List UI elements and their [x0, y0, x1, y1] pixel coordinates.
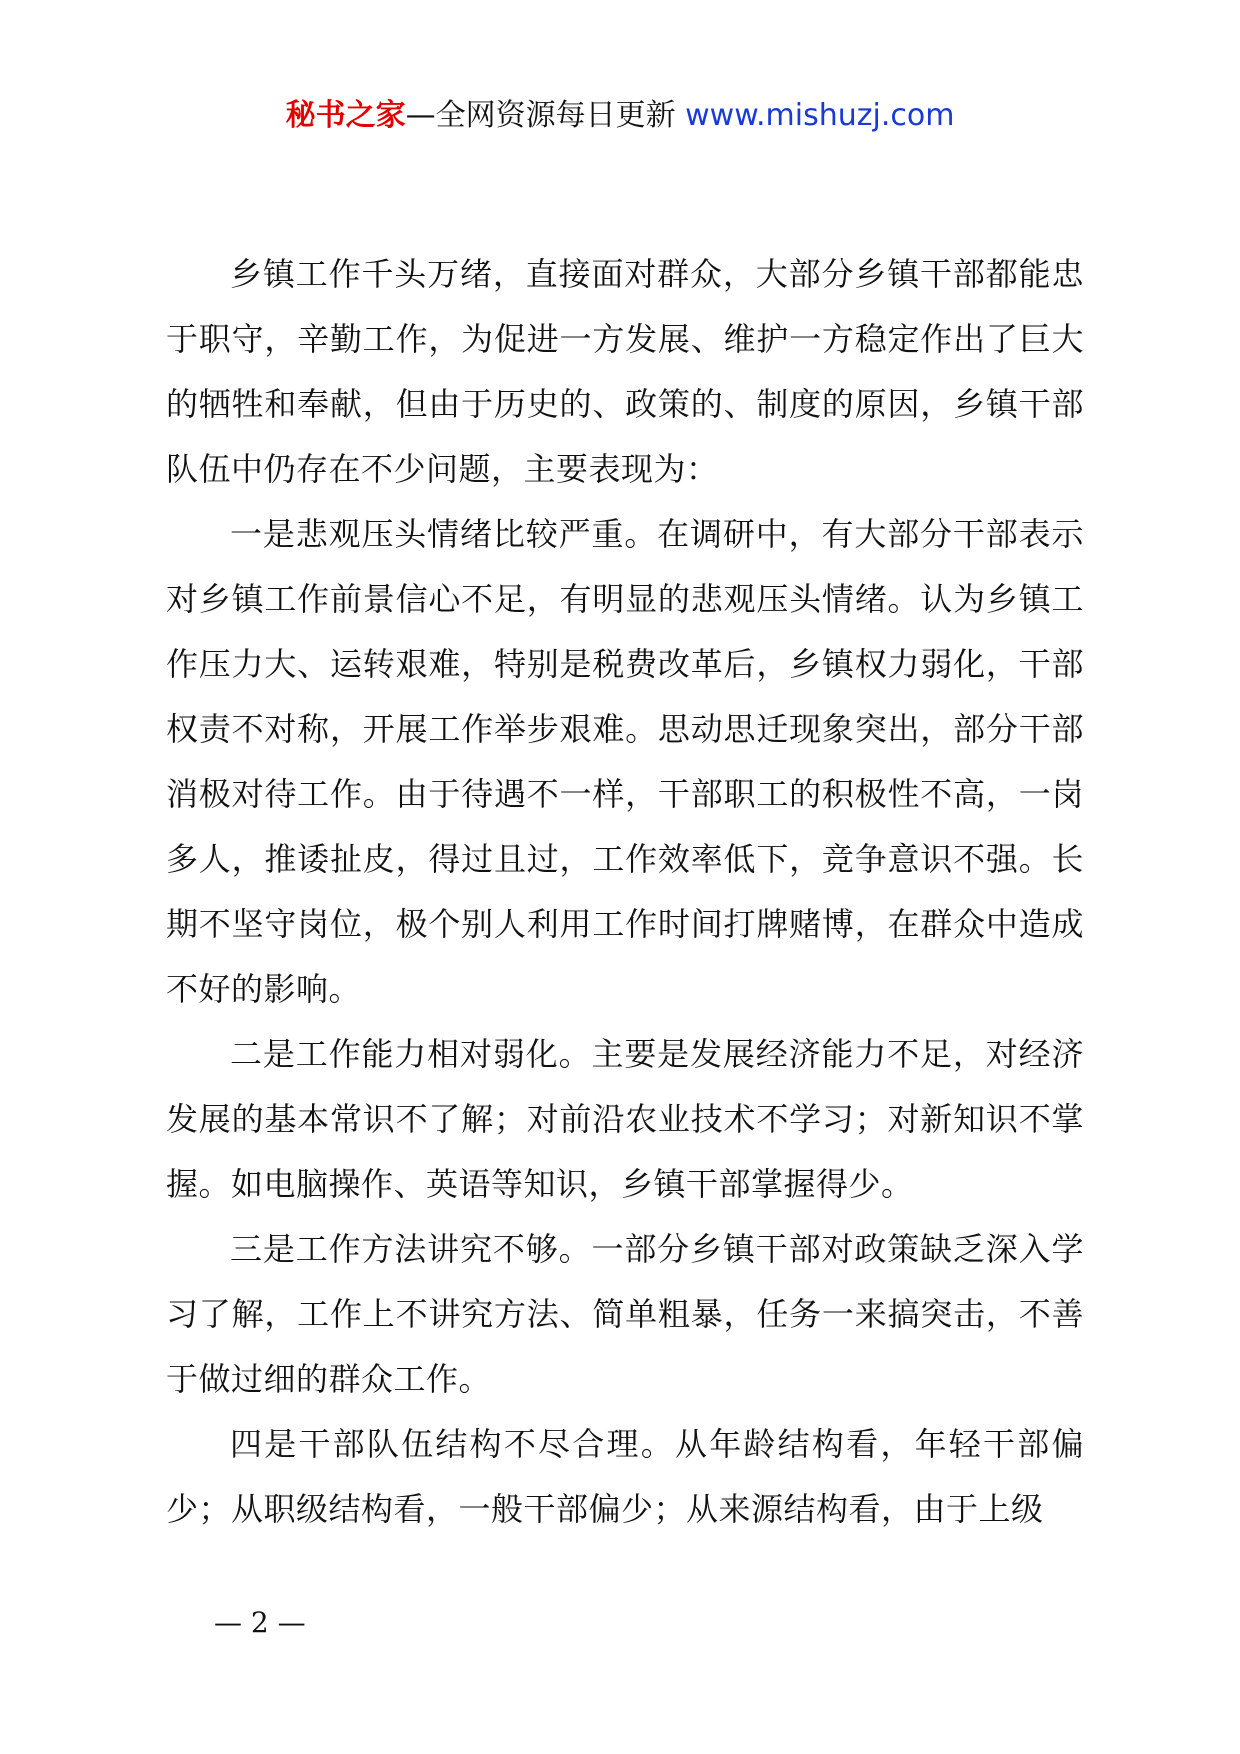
document-body: [166, 242, 1084, 1542]
paragraph-point-4: 四是干部队伍结构不尽合理。从年龄结构看，年轻干部偏少；从职级结构看，一般干部偏少；从来源结构看，由于上级: [166, 1425, 1084, 1528]
paragraph-intro: 乡镇工作千头万绪，直接面对群众，大部分乡镇干部都能忠于职守，辛勤工作，为促进一方发展、维护一方稳定作出了巨大的牺牲和奉献，但由于历史的、政策的、制度的原因，乡镇干部队伍中仍存在不少问题，主要表现为：: [166, 255, 1084, 488]
header-slogan: —全网资源每日更新: [405, 98, 686, 133]
site-header: [0, 96, 1240, 136]
site-url-link[interactable]: www.mishuzj.com: [685, 98, 955, 133]
paragraph-point-3: 三是工作方法讲究不够。一部分乡镇干部对政策缺乏深入学习了解，工作上不讲究方法、简单粗暴，任务一来搞突击，不善于做过细的群众工作。: [166, 1230, 1084, 1398]
paragraph-point-1: 一是悲观压头情绪比较严重。在调研中，有大部分干部表示对乡镇工作前景信心不足，有明显的悲观压头情绪。认为乡镇工作压力大、运转艰难，特别是税费改革后，乡镇权力弱化，干部权责不对称，开展工作举步艰难。思动思迁现象突出，部分干部消极对待工作。由于待遇不一样，干部职工的积极性不高，一岗多人，推诿扯皮，得过且过，工作效率低下，竞争意识不强。长期不坚守岗位，极个别人利用工作时间打牌赌博，在群众中造成不好的影响。: [166, 515, 1084, 1008]
brand-name: 秘书之家: [285, 98, 406, 133]
paragraph-point-2: 二是工作能力相对弱化。主要是发展经济能力不足，对经济发展的基本常识不了解；对前沿农业技术不学习；对新知识不掌握。如电脑操作、英语等知识，乡镇干部掌握得少。: [166, 1035, 1084, 1203]
page-number: — 2 —: [214, 1606, 306, 1639]
